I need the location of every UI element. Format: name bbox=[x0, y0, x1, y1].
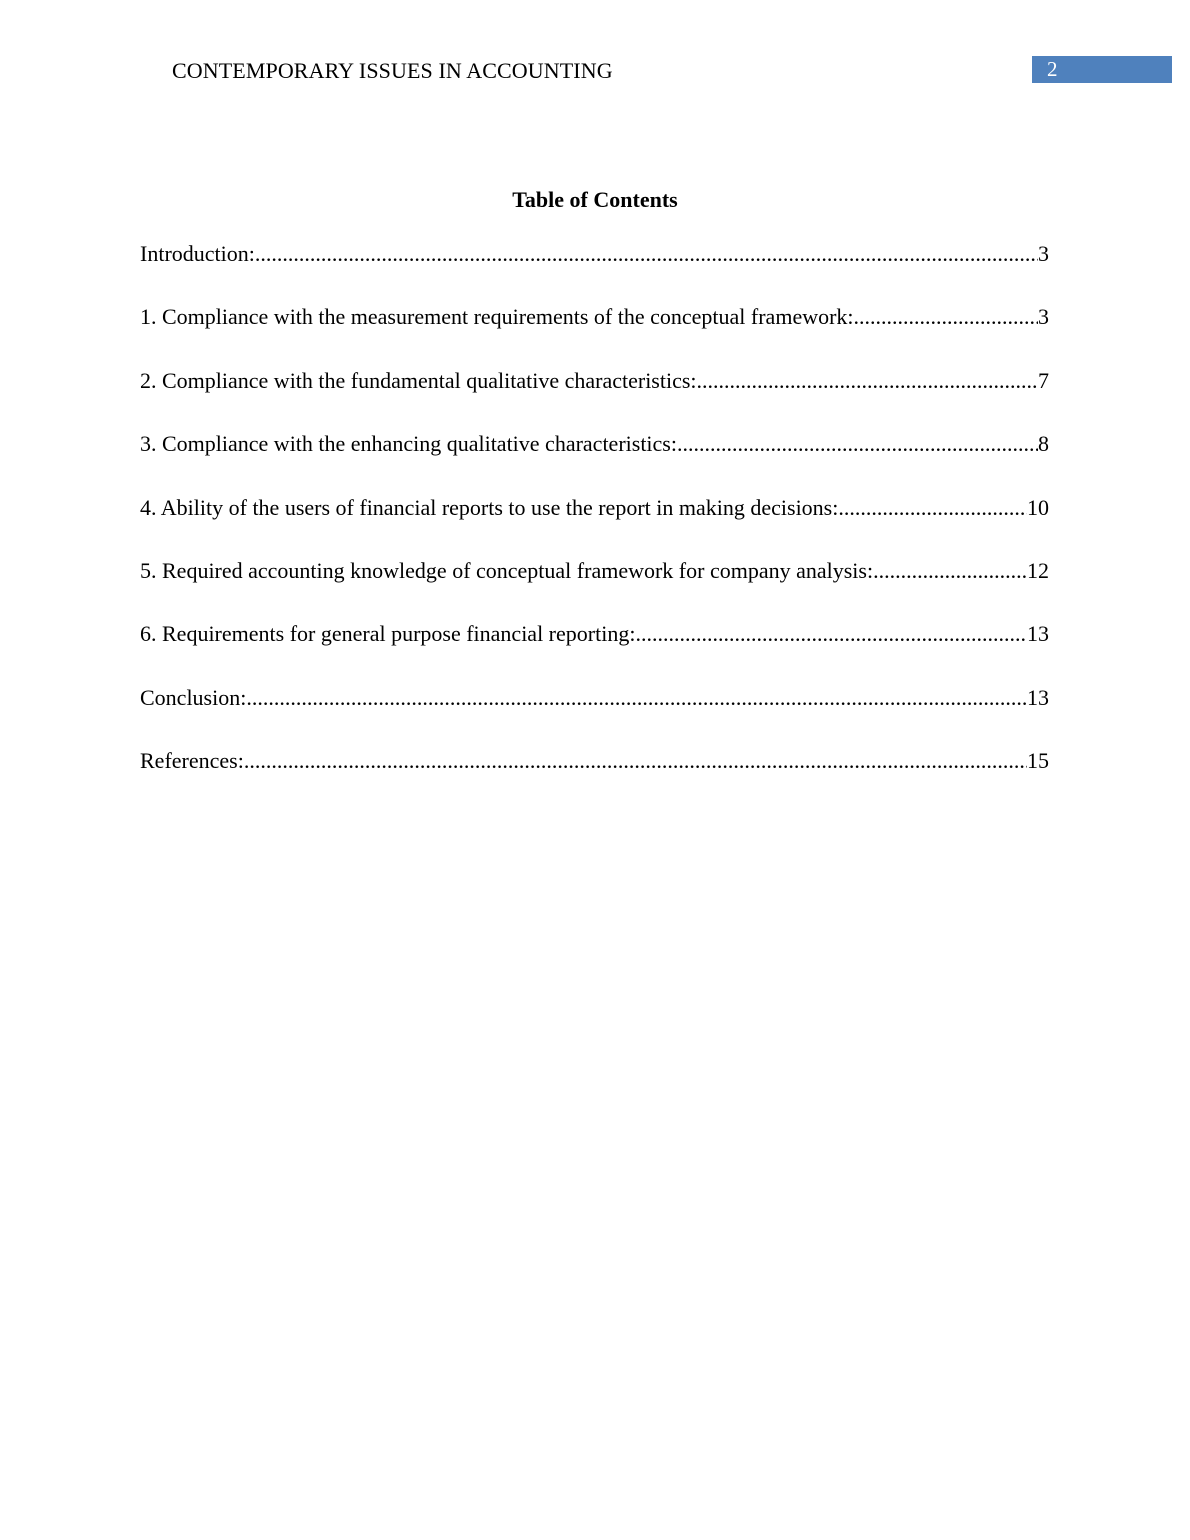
toc-dot-leader bbox=[246, 684, 1027, 712]
toc-list bbox=[140, 240, 1049, 811]
toc-entry-label: 4. Ability of the users of financial reports to use the report in making decisions: bbox=[140, 494, 839, 520]
toc-entry-section-6[interactable] bbox=[140, 620, 1049, 683]
toc-entry-section-2[interactable] bbox=[140, 367, 1049, 430]
toc-entry-page: 3 bbox=[1038, 304, 1049, 330]
toc-entry-page: 12 bbox=[1027, 557, 1049, 583]
toc-entry-section-4[interactable] bbox=[140, 494, 1049, 557]
toc-dot-leader bbox=[255, 240, 1038, 268]
toc-entry-label: 2. Compliance with the fundamental qualitative characteristics: bbox=[140, 367, 697, 393]
toc-entry-conclusion[interactable] bbox=[140, 684, 1049, 747]
toc-dot-leader bbox=[697, 367, 1038, 395]
toc-entry-references[interactable] bbox=[140, 747, 1049, 810]
toc-dot-leader bbox=[244, 747, 1027, 775]
toc-entry-label: 6. Requirements for general purpose financial reporting: bbox=[140, 621, 636, 647]
toc-dot-leader bbox=[873, 557, 1027, 585]
toc-entry-label: 5. Required accounting knowledge of conceptual framework for company analysis: bbox=[140, 557, 874, 583]
toc-entry-label: 3. Compliance with the enhancing qualitative characteristics: bbox=[140, 431, 677, 457]
toc-entry-section-3[interactable] bbox=[140, 430, 1049, 493]
toc-entry-label: References: bbox=[140, 748, 244, 774]
toc-entry-page: 13 bbox=[1027, 621, 1049, 647]
toc-entry-page: 10 bbox=[1027, 494, 1049, 520]
toc-entry-introduction[interactable] bbox=[140, 240, 1049, 303]
toc-entry-label: Conclusion: bbox=[140, 684, 247, 710]
toc-entry-page: 13 bbox=[1027, 684, 1049, 710]
toc-entry-section-1[interactable] bbox=[140, 303, 1049, 366]
toc-entry-section-5[interactable] bbox=[140, 557, 1049, 620]
toc-dot-leader bbox=[838, 494, 1027, 522]
toc-entry-page: 8 bbox=[1038, 431, 1049, 457]
toc-entry-page: 15 bbox=[1027, 748, 1049, 774]
toc-dot-leader bbox=[635, 620, 1027, 648]
toc-entry-page: 7 bbox=[1038, 367, 1049, 393]
toc-title: Table of Contents bbox=[512, 187, 678, 212]
toc-entry-page: 3 bbox=[1038, 241, 1049, 266]
toc-entry-label: Introduction: bbox=[140, 241, 255, 266]
toc-dot-leader bbox=[677, 430, 1038, 458]
page-number-badge: 2 bbox=[1032, 56, 1172, 83]
running-head: CONTEMPORARY ISSUES IN ACCOUNTING bbox=[172, 58, 613, 83]
toc-dot-leader bbox=[854, 303, 1038, 331]
toc-entry-label: 1. Compliance with the measurement requirements of the conceptual framework: bbox=[140, 304, 854, 330]
